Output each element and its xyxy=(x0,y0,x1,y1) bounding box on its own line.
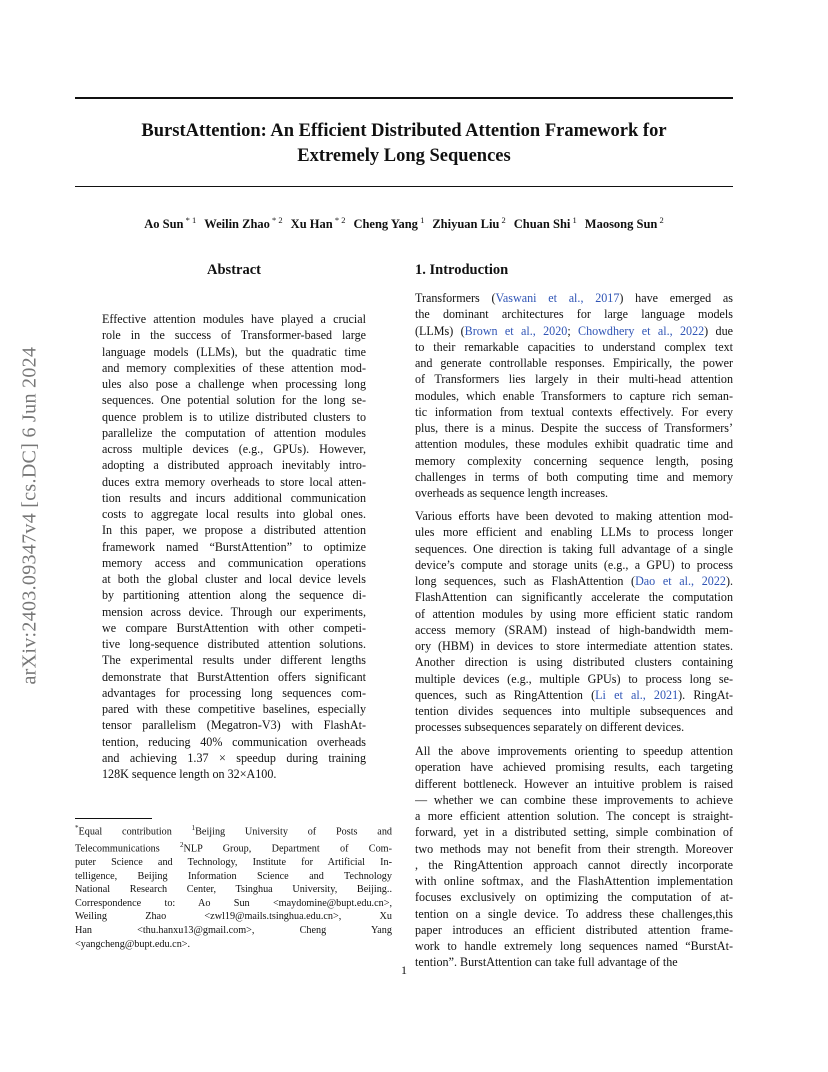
text-run: multiple devices (e.g., multiple GPUs) to process long se- xyxy=(415,671,733,686)
text-line xyxy=(415,906,733,922)
text-run: — whether we can combine these improvements to achieve xyxy=(415,792,733,807)
text-run: puter Science and Technology, Institute for Artificial In- xyxy=(75,856,392,868)
title-rule-top xyxy=(75,97,733,99)
text-line xyxy=(415,290,733,306)
text-run: operation have achieved promising results, each targeting xyxy=(415,760,733,775)
author-name-text: Maosong Sun xyxy=(584,217,658,232)
title-rule-bottom xyxy=(75,186,733,187)
text-run: with online softmax, and the FlashAttention implementation xyxy=(415,874,733,888)
text-line xyxy=(415,339,733,355)
text-line: duces extra memory overheads to store local atten- xyxy=(102,474,366,489)
text-run: modules, which enable Transformers to capture rich seman- xyxy=(415,388,733,403)
text-run: ules more efficient and enabling LLMs to process longer xyxy=(415,525,733,540)
text-line xyxy=(415,388,733,404)
text-line xyxy=(75,883,392,897)
introduction-heading: 1. Introduction xyxy=(415,262,509,278)
text-run: Another direction is using distributed clusters containing xyxy=(415,655,733,670)
text-run: Weiling Zhao <zwl19@mails.tsinghua.edu.cn>, Xu xyxy=(75,911,392,923)
text-line xyxy=(415,824,733,840)
text-run: National Research Center, Tsinghua University, Beijing.. xyxy=(75,884,392,896)
citation-link[interactable]: Brown et al., 2020 xyxy=(464,323,568,338)
text-run: FlashAttention can significantly accelerate the computation xyxy=(415,590,733,605)
abstract-body xyxy=(102,311,366,782)
text-line xyxy=(415,719,733,735)
text-line: framework named “BurstAttention” to optimize xyxy=(102,539,366,554)
text-line xyxy=(415,453,733,469)
text-line xyxy=(415,371,733,387)
text-run: two methods may not benefit from their strength. Moreover xyxy=(415,841,733,856)
text-run: ) have emerged as xyxy=(619,291,733,305)
text-line: tion results and incurs additional communication xyxy=(102,490,366,505)
text-run: ). xyxy=(725,574,733,588)
author-name-text: Zhiyuan Liu xyxy=(432,217,500,232)
text-run: Various efforts have been devoted to making attention mod- xyxy=(415,509,733,523)
author-name xyxy=(144,217,196,231)
text-run: Han <thu.hanxu13@gmail.com>, Cheng Yang xyxy=(75,924,392,936)
text-line xyxy=(415,638,733,654)
author-name-text: Xu Han xyxy=(290,217,333,232)
text-line xyxy=(415,857,733,873)
text-run: tention divides sequences into multiple subsequences and xyxy=(415,704,733,718)
footnote-mark: 2 xyxy=(180,840,184,849)
text-run: focuses exclusively on optimizing the computation of at- xyxy=(415,890,733,905)
text-line xyxy=(415,671,733,687)
text-run: challenges in terms of both computing time and memory xyxy=(415,469,733,484)
text-run: Correspondence to: Ao Sun <maydomine@bupt.edu.cn>, xyxy=(75,897,392,909)
text-line xyxy=(415,841,733,857)
text-line xyxy=(415,687,733,703)
footnote-mark: 1 xyxy=(191,824,196,832)
text-line xyxy=(75,924,392,938)
text-line xyxy=(75,856,392,870)
author-name-text: Weilin Zhao xyxy=(204,217,270,232)
text-run: forward, yet in a distributed setting, simple combination of xyxy=(415,825,733,840)
text-line: at both the global cluster and local device levels xyxy=(102,572,366,586)
text-run: telligence, Beijing Information Science and Technology xyxy=(75,870,392,882)
author-name xyxy=(585,217,664,231)
text-line: by partitioning attention along the sequence di- xyxy=(102,588,366,603)
footnote xyxy=(75,822,392,951)
text-run: <yangcheng@bupt.edu.cn>. xyxy=(75,938,191,950)
text-line: language models (LLMs), but the quadratic time xyxy=(102,344,366,359)
author-name-text: Chuan Shi xyxy=(513,217,571,232)
text-run: different bottleneck. However an intuitive problem is raised xyxy=(415,776,733,791)
citation-link[interactable]: Chowdhery et al., 2022 xyxy=(578,323,705,338)
text-run: a more efficient attention solution. The concept is straight- xyxy=(415,809,733,823)
text-line xyxy=(415,938,733,954)
author-name xyxy=(291,217,346,231)
text-run: sequences. One direction is taking full advantage of a single xyxy=(415,541,733,556)
text-line xyxy=(75,839,392,856)
text-run: Equal contribution xyxy=(78,826,192,838)
text-run: plus, there is a minus. Despite the success of Transformers’ xyxy=(415,421,733,435)
text-line: and achieving 1.37 × speedup during training xyxy=(102,750,366,765)
author-name-text: Ao Sun xyxy=(144,217,184,232)
citation-link[interactable]: Vaswani et al., 2017 xyxy=(495,291,620,305)
text-run: ; xyxy=(567,323,579,338)
author-name xyxy=(353,217,424,231)
text-line xyxy=(415,743,733,759)
text-run: All the above improvements orienting to speedup attention xyxy=(415,744,733,758)
text-run: the dominant architectures for large language models xyxy=(415,307,733,322)
footnote-mark: * xyxy=(75,824,79,832)
text-line xyxy=(415,541,733,557)
text-run: Beijing University of Posts and xyxy=(195,826,392,838)
text-line xyxy=(415,355,733,371)
text-run: NLP Group, Department of Com- xyxy=(183,843,392,855)
citation-link[interactable]: Li et al., 2021 xyxy=(595,687,679,702)
text-line xyxy=(415,573,733,589)
text-line: memory access and communication operations xyxy=(102,555,366,570)
text-line xyxy=(415,954,733,970)
author-list xyxy=(75,215,733,232)
text-line xyxy=(415,420,733,436)
text-line: role in the success of Transformer-based large xyxy=(102,328,366,343)
text-run: ). RingAt- xyxy=(678,687,733,702)
paper-title-line-1: BurstAttention: An Efficient Distributed Attention Framework for xyxy=(141,121,667,141)
text-run: attention modules, these modules exhibit quadratic time and xyxy=(415,437,733,452)
author-name xyxy=(204,217,282,231)
text-run: tention on a single device. To address these challenges,this xyxy=(415,906,733,921)
text-run: quences, such as RingAttention ( xyxy=(415,687,596,702)
text-run: Telecommunications xyxy=(75,843,181,855)
text-line: sequences. One potential solution for the long se- xyxy=(102,393,366,408)
footnote-rule xyxy=(75,818,152,819)
text-run: ) due xyxy=(704,323,733,338)
text-run: work to handle extremely long sequences named “BurstAt- xyxy=(415,939,733,953)
text-line xyxy=(415,524,733,540)
text-line: pared with these competitive baselines, especially xyxy=(102,702,366,716)
text-line: tive long-sequence distributed attention solutions. xyxy=(102,637,366,651)
text-run: overheads as sequence length increases. xyxy=(415,486,609,500)
text-run: tic information from textual contexts effectively. For every xyxy=(415,404,733,419)
text-line xyxy=(415,873,733,889)
text-line: tention, reducing 40% communication overheads xyxy=(102,734,366,749)
text-line: we compare BurstAttention with other competi- xyxy=(102,620,366,635)
citation-link[interactable]: Dao et al., 2022 xyxy=(635,574,726,588)
abstract-heading: Abstract xyxy=(207,262,261,278)
text-line: across multiple devices (e.g., GPUs). However, xyxy=(102,442,366,456)
text-run: and generate controllable responses. Empirically, the power xyxy=(415,356,733,370)
text-run: tention”. BurstAttention can take full advantage of the xyxy=(415,955,678,970)
text-line xyxy=(415,404,733,420)
text-line: 128K sequence length on 32×A100. xyxy=(102,767,277,781)
text-line xyxy=(75,910,392,924)
text-line xyxy=(415,606,733,622)
author-affiliation-mark: * 2 xyxy=(269,215,283,225)
text-line: and memory complexities of these attention mod- xyxy=(102,360,366,375)
author-affiliation-mark: 2 xyxy=(499,215,506,225)
author-affiliation-mark: * 1 xyxy=(183,215,197,225)
author-name-text: Cheng Yang xyxy=(353,217,418,232)
text-line xyxy=(415,776,733,792)
text-run: access memory (SRAM) instead of high-bandwidth mem- xyxy=(415,622,733,637)
text-line xyxy=(415,557,733,573)
text-line: demonstrate that BurstAttention offers significant xyxy=(102,669,366,684)
introduction-paragraph-3 xyxy=(415,743,733,971)
text-run: device’s compute and storage units (e.g., a GPU) to process xyxy=(415,557,733,572)
text-line: In this paper, we propose a distributed attention xyxy=(102,523,366,538)
text-line xyxy=(415,323,733,339)
text-run: of Transformers lies largely in their multi-head attention xyxy=(415,372,733,387)
text-line xyxy=(415,508,733,524)
text-line: costs to aggregate local results into global ones. xyxy=(102,507,366,521)
text-line xyxy=(415,808,733,824)
text-run: paper introduces an efficient distributed attention frame- xyxy=(415,922,733,937)
text-run: (LLMs) ( xyxy=(415,323,465,338)
text-run: Transformers ( xyxy=(415,291,496,305)
text-run: of attention modules by using more efficient static random xyxy=(415,606,733,621)
text-run: to their remarkable capacities to understand complex text xyxy=(415,339,733,354)
text-line xyxy=(415,922,733,938)
text-line xyxy=(415,622,733,638)
text-line xyxy=(415,469,733,485)
text-run: processes subsequences separately on different devices. xyxy=(415,720,685,735)
arxiv-identifier-stamp: arXiv:2403.09347v4 [cs.DC] 6 Jun 2024 xyxy=(18,346,41,685)
page-number: 1 xyxy=(401,963,407,977)
text-line xyxy=(415,589,733,605)
text-line: tensor parallelism (Megatron-V3) with FlashAt- xyxy=(102,718,366,733)
paper-title-line-2: Extremely Long Sequences xyxy=(297,146,511,166)
text-run: , the RingAttention approach cannot directly incorporate xyxy=(415,857,733,872)
text-line: mension across device. Through our experiments, xyxy=(102,604,366,619)
text-run: memory complexity concerning sequence length, posing xyxy=(415,453,733,468)
author-affiliation-mark: * 2 xyxy=(332,215,346,225)
text-line xyxy=(415,485,733,501)
text-line xyxy=(415,654,733,670)
text-line xyxy=(75,938,392,952)
text-line xyxy=(415,792,733,808)
text-line: The experimental results under different lengths xyxy=(102,653,366,668)
text-line xyxy=(415,436,733,452)
author-affiliation-mark: 1 xyxy=(570,215,577,225)
author-affiliation-mark: 1 xyxy=(417,215,425,225)
text-line: ules also pose a challenge when processing long xyxy=(102,377,366,391)
introduction-paragraph-2 xyxy=(415,508,733,736)
author-affiliation-mark: 2 xyxy=(657,215,664,225)
introduction-paragraph-1 xyxy=(415,290,733,501)
text-line: parallelize the computation of attention modules xyxy=(102,425,366,440)
author-name xyxy=(514,217,577,231)
author-name xyxy=(432,217,505,231)
text-line: adopting a distributed approach inevitably intro- xyxy=(102,458,366,473)
text-line xyxy=(75,897,392,911)
text-line xyxy=(75,870,392,884)
text-run: ory (HBM) in devices to store intermediate attention states. xyxy=(415,639,733,653)
text-line: advantages for processing long sequences com- xyxy=(102,685,366,700)
text-line xyxy=(415,889,733,905)
text-line: Effective attention modules have played a crucial xyxy=(102,312,366,326)
text-line xyxy=(415,759,733,775)
text-line xyxy=(415,703,733,719)
text-line: quence problem is to utilize distributed clusters to xyxy=(102,409,366,424)
text-line xyxy=(415,306,733,322)
text-line xyxy=(75,822,392,839)
text-run: long sequences, such as FlashAttention ( xyxy=(415,574,636,588)
